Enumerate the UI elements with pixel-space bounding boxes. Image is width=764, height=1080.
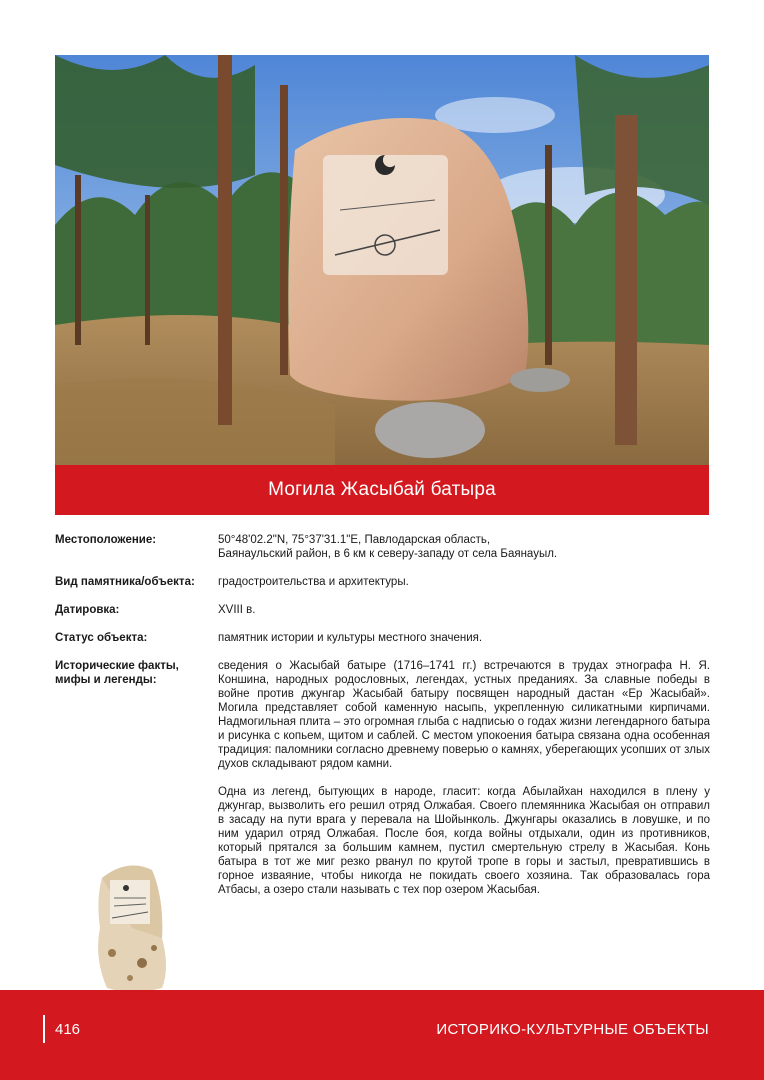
field-location-line-1: 50°48'02.2"N, 75°37'31.1"E, Павлодарская область, <box>218 534 491 546</box>
field-location-label: Местоположение: <box>55 534 157 546</box>
field-history-label-line-1: Исторические факты, <box>55 660 179 672</box>
field-dating-value: XVIII в. <box>218 604 256 616</box>
field-dating-label: Датировка: <box>55 604 120 616</box>
history-paragraph-2: Одна из легенд, бытующих в народе, гласит: когда Абылайхан находился в плену у джунгар, вызволить его решил отряд Олжабая. Своего племянника Жасыбая он отправил в засаду на пути врага у перевала на Шойынколь. Джунгары оказались в ловушке, и по ним ударил отряд Олжабая. После боя, когда войны отдыхали, один из противников, который прятался за большим камнем, пустил смертельную стрелу в Жасыбая. Конь батыра в тот же миг резко рванул по крутой тропе в горы и застыл, превратившись в горное изваяние, чтобы никогда не покидать своего хозяина. Так образовалась гора Атбасы, а озеро стали называть с тех пор озером Жасыбая. <box>218 786 710 896</box>
field-status-value: памятник истории и культуры местного значения. <box>218 632 483 644</box>
history-paragraph-1: сведения о Жасыбай батыре (1716–1741 гг.) встречаются в трудах этнографа Н. Я. Коншина, народных родословных, легендах, устных преданиях. За славные победы в войне против джунгар Жасыбай батыру посвящен народный дастан «Ер Жасыбай». Могила представляет собой каменную насыпь, укрепленную силикатными кирпичами. Надмогильная плита – это огромная глыба с надписью о годах жизни легендарного батыра и рисунка с копьем, щитом и саблей. С местом упокоения батыра связана одна особенная традиция: паломники согласно древнему поверью о камнях, уберегающих усопших от злых духов складывают рядом камни. <box>218 660 710 770</box>
footer-divider <box>43 1015 45 1043</box>
section-title: ИСТОРИКО-КУЛЬТУРНЫЕ ОБЪЕКТЫ <box>436 1021 709 1038</box>
field-history-label-line-2: мифы и легенды: <box>55 674 157 686</box>
field-status-label: Статус объекта: <box>55 632 148 644</box>
page-number: 416 <box>55 1021 81 1038</box>
page-footer <box>0 990 764 1080</box>
field-type-label: Вид памятника/объекта: <box>55 576 195 588</box>
page-title-bar <box>55 465 709 515</box>
monument-photo <box>55 55 709 465</box>
field-history-value <box>218 659 710 897</box>
page-title: Могила Жасыбай батыра <box>268 479 496 500</box>
field-history-label <box>55 659 210 687</box>
field-type-value: градостроительства и архитектуры. <box>218 576 409 588</box>
monument-photo-illustration <box>55 55 709 465</box>
field-location-line-2: Баянаульский район, в 6 км к северу-западу от села Баянауыл. <box>218 548 558 560</box>
monument-thumbnail-illustration <box>72 858 192 998</box>
monument-thumbnail <box>72 858 192 998</box>
field-location-value <box>218 533 710 561</box>
